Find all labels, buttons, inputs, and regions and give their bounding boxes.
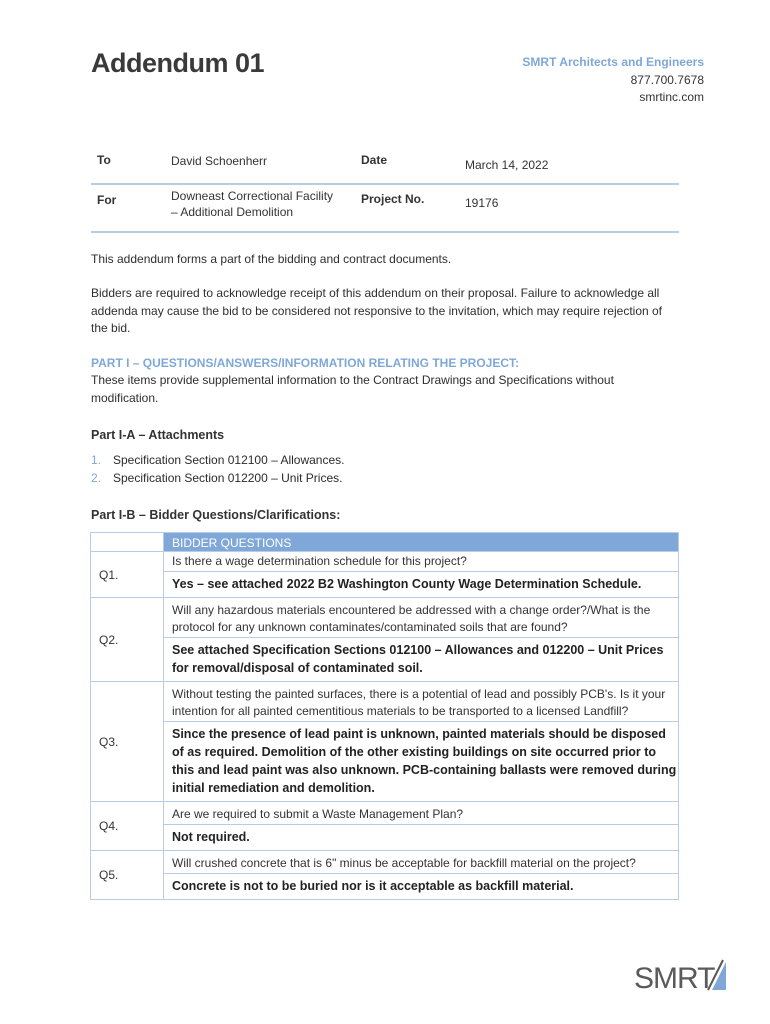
list-item-text: Specification Section 012200 – Unit Prices. — [113, 470, 343, 485]
question-text: Is there a wage determination schedule for this project? — [164, 552, 679, 572]
part1b-heading: Part I-B – Bidder Questions/Clarifications: — [91, 508, 341, 522]
question-number: Q1. — [91, 552, 164, 598]
question-text: Will crushed concrete that is 6" minus be acceptable for backfill material on the project? — [164, 851, 679, 874]
document-title: Addendum 01 — [91, 48, 265, 78]
firm-info — [522, 54, 704, 107]
date-value: March 14, 2022 — [459, 147, 679, 184]
attachments-list — [91, 452, 345, 487]
project-label: Project No. — [355, 184, 459, 232]
list-item-number: 2. — [91, 470, 102, 485]
part1-description: These items provide supplemental information to the Contract Drawings and Specifications without modification. — [91, 373, 614, 405]
question-text: Are we required to submit a Waste Management Plan? — [164, 802, 679, 825]
table-row — [91, 851, 679, 874]
list-item — [91, 452, 345, 470]
question-text: Will any hazardous materials encountered be addressed with a change order?/What is the protocol for any unknown contaminates/contaminated soils that are found? — [164, 598, 679, 638]
question-number: Q2. — [91, 598, 164, 682]
smrt-logo — [634, 958, 728, 994]
part1-heading: PART I – QUESTIONS/ANSWERS/INFORMATION RELATING THE PROJECT: — [91, 356, 520, 370]
for-value-line2: – Additional Demolition — [171, 205, 294, 219]
table-header: BIDDER QUESTIONS — [164, 533, 679, 552]
firm-phone: 877.700.7678 — [630, 72, 704, 87]
for-label: For — [91, 184, 165, 232]
answer-text: Since the presence of lead paint is unknown, painted materials should be disposed of as required. Demolition of the other existing buildings on site occurred prior to this and lead paint was also unknown. PCB-containing ballasts were removed during initial remediation and demolition. — [164, 722, 679, 802]
answer-text: Not required. — [164, 825, 679, 851]
answer-text: Concrete is not to be buried nor is it acceptable as backfill material. — [164, 874, 679, 900]
to-label: To — [91, 147, 165, 184]
table-row — [91, 874, 679, 900]
question-text: Without testing the painted surfaces, there is a potential of lead and possibly PCB's. Is it your intention for all painted cementitious materials to be transported to a licensed Landfill? — [164, 682, 679, 722]
list-item-number: 1. — [91, 453, 102, 467]
firm-name: SMRT Architects and Engineers — [522, 55, 704, 69]
table-row — [91, 825, 679, 851]
part1a-heading: Part I-A – Attachments — [91, 428, 225, 442]
question-number: Q5. — [91, 851, 164, 900]
intro-paragraph-1: This addendum forms a part of the bidding and contract documents. — [91, 252, 452, 266]
table-row — [91, 638, 679, 682]
to-value: David Schoenherr — [165, 147, 355, 184]
project-value: 19176 — [459, 184, 679, 232]
for-value-line1: Downeast Correctional Facility — [171, 189, 334, 203]
date-label: Date — [355, 147, 459, 184]
answer-text: See attached Specification Sections 012100 – Allowances and 012200 – Unit Prices for removal/disposal of contaminated soil. — [164, 638, 679, 682]
firm-website[interactable]: smrtinc.com — [639, 90, 704, 104]
table-header-spacer — [91, 533, 164, 552]
table-row — [91, 682, 679, 722]
table-row — [91, 552, 679, 572]
logo-text: SMRT — [634, 962, 715, 994]
question-number: Q3. — [91, 682, 164, 802]
addendum-meta-table — [91, 147, 679, 233]
table-row — [91, 802, 679, 825]
list-item — [91, 470, 345, 488]
bidder-questions-table — [90, 532, 679, 900]
answer-text: Yes – see attached 2022 B2 Washington County Wage Determination Schedule. — [164, 572, 679, 598]
table-row — [91, 572, 679, 598]
intro-paragraph-2: Bidders are required to acknowledge receipt of this addendum on their proposal. Failure to acknowledge all addenda may cause the bid to be considered not responsive to the invitation, which may require rejection of the bid. — [91, 286, 663, 335]
question-number: Q4. — [91, 802, 164, 851]
list-item-text: Specification Section 012100 – Allowances. — [113, 453, 345, 467]
table-row — [91, 598, 679, 638]
for-value — [165, 184, 355, 232]
table-row — [91, 722, 679, 802]
